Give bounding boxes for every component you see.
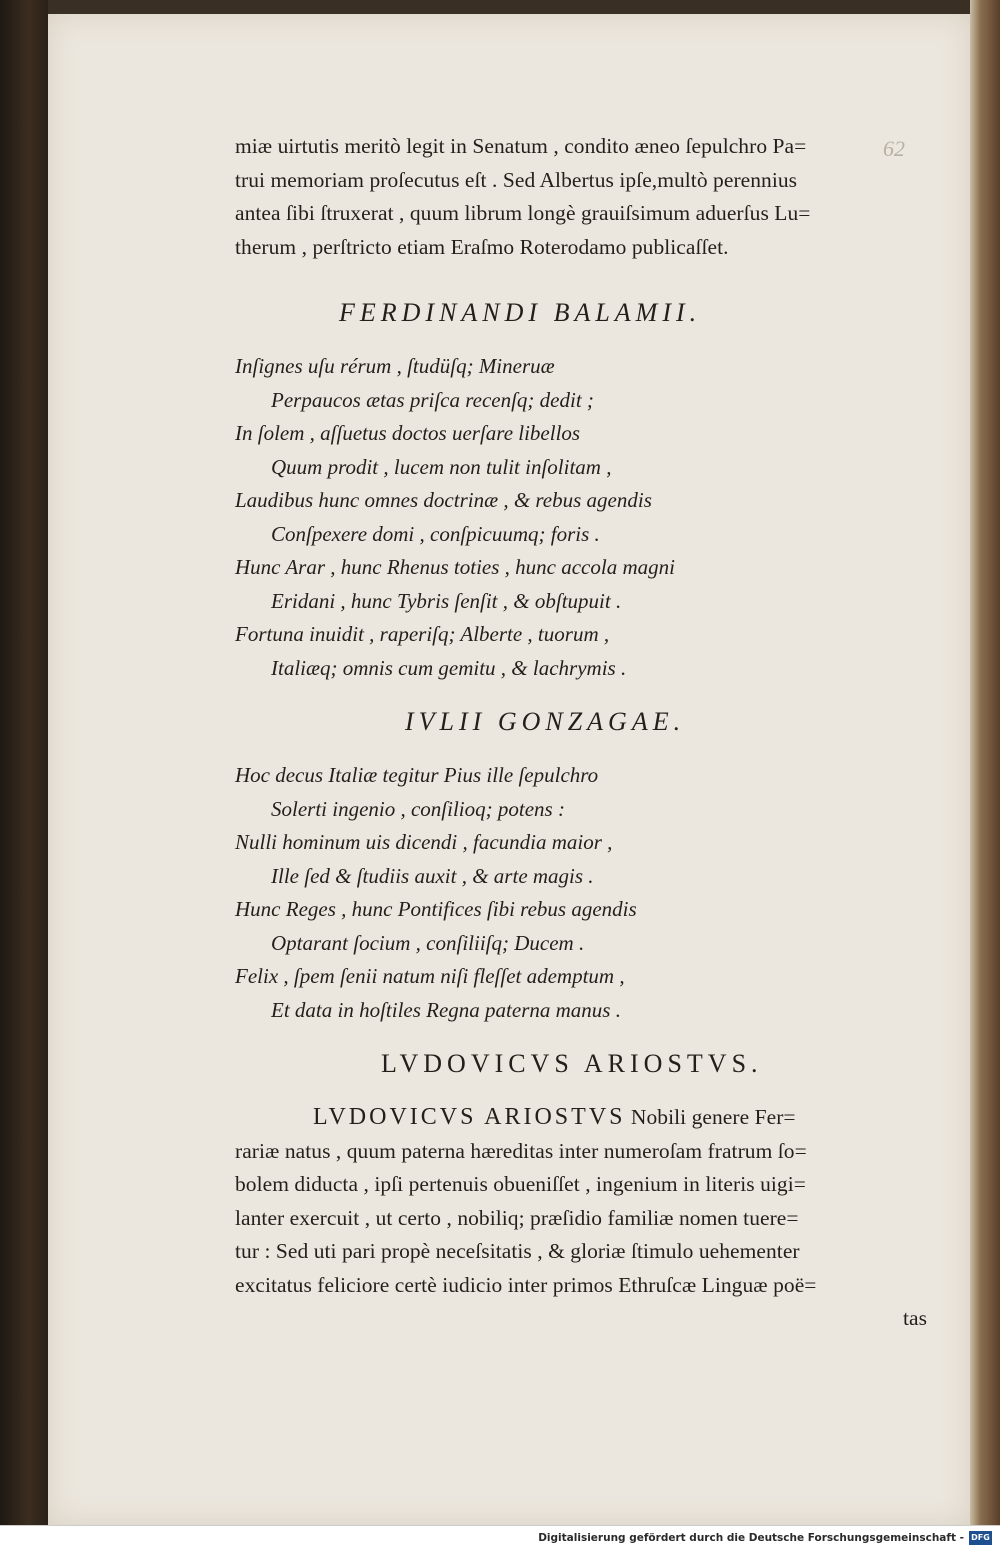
verse-line: Hunc Reges , hunc Pontifices ſibi rebus agendis: [235, 897, 637, 921]
verse-line: Inſignes uſu rérum , ſtudüſq; Mineruæ: [235, 354, 555, 378]
verse-line: Conſpexere domi , conſpicuumq; foris .: [271, 521, 600, 546]
verse-line: Perpaucos ætas priſca recenſq; dedit ;: [271, 387, 594, 412]
page-number: 62: [883, 136, 905, 161]
prose-line: tur : Sed uti pari propè neceſsitatis , & gloriæ ſtimulo uehementer: [235, 1239, 800, 1263]
prose-line: [235, 1101, 935, 1135]
heading-ferdinandi-balamii: FERDINANDI BALAMII.: [339, 298, 702, 327]
verse-line: Ille ſed & ſtudiis auxit , & arte magis .: [271, 863, 594, 888]
poem-gonzagae: [235, 759, 935, 1027]
verse-line: Fortuna inuidit , raperiſq; Alberte , tuorum ,: [235, 622, 610, 646]
verse-line: Hoc decus Italiæ tegitur Pius ille ſepulchro: [235, 763, 599, 787]
heading-iulii-gonzagae: IVLII GONZAGAE.: [405, 707, 686, 736]
scan-frame-left: [0, 0, 48, 1525]
catchword: tas: [902, 1306, 927, 1330]
prose-line: therum , perſtricto etiam Eraſmo Roterodamo publicaſſet.: [235, 234, 729, 259]
prose-line-rest: Nobili genere Fer=: [625, 1105, 796, 1129]
verse-line: Nulli hominum uis dicendi , facundia maior ,: [235, 830, 613, 854]
funding-credit: Digitalisierung gefördert durch die Deutsche Forschungsgemeinschaft -: [538, 1532, 964, 1544]
prose-line: rariæ natus , quum paterna hæreditas inter numeroſam fratrum ſo=: [235, 1138, 807, 1163]
verse-line: Et data in hoſtiles Regna paterna manus .: [271, 997, 621, 1022]
prose-line: antea ſibi ſtruxerat , quum librum longè grauiſsimum aduerſus Lu=: [235, 201, 811, 225]
prose-line: bolem diducta , ipſi pertenuis obueniſſet , ingenium in literis uigi=: [235, 1172, 806, 1196]
dfg-logo-icon: DFG: [969, 1531, 992, 1545]
lead-caps: LVDOVICVS ARIOSTVS: [313, 1104, 626, 1130]
poem-balamii: [235, 350, 935, 685]
verse-line: Eridani , hunc Tybris ſenſit , & obſtupuit .: [271, 588, 622, 613]
footer-bar: [0, 1525, 1000, 1552]
prose-bottom: [235, 1101, 935, 1336]
page-text: [235, 130, 935, 1336]
verse-line: Italiæq; omnis cum gemitu , & lachrymis .: [271, 655, 627, 680]
verse-line: Hunc Arar , hunc Rhenus toties , hunc accola magni: [235, 555, 675, 579]
verse-line: Optarant ſocium , conſiliiſq; Ducem .: [271, 930, 585, 955]
verse-line: Solerti ingenio , conſilioq; potens :: [271, 796, 565, 821]
verse-line: Quum prodit , lucem non tulit inſolitam ,: [271, 454, 612, 479]
prose-line: trui memoriam proſecutus eſt . Sed Albertus ipſe,multò perennius: [235, 167, 798, 192]
prose-line: lanter exercuit , ut certo , nobiliq; præſidio familiæ nomen tuere=: [235, 1205, 799, 1230]
scan-frame-right: [970, 0, 1000, 1525]
verse-line: Felix , ſpem ſenii natum niſi fleſſet ademptum ,: [235, 964, 625, 988]
prose-line: excitatus feliciore certè iudicio inter primos Ethruſcæ Linguæ poë=: [235, 1272, 817, 1297]
prose-top: [235, 130, 935, 264]
verse-line: Laudibus hunc omnes doctrinæ , & rebus agendis: [235, 488, 652, 512]
prose-line: miæ uirtutis meritò legit in Senatum , condito æneo ſepulchro Pa=: [235, 134, 807, 158]
heading-ludovicus-ariostus: LVDOVICVS ARIOSTVS.: [381, 1049, 763, 1078]
verse-line: In ſolem , aſſuetus doctos uerſare libellos: [235, 421, 581, 445]
